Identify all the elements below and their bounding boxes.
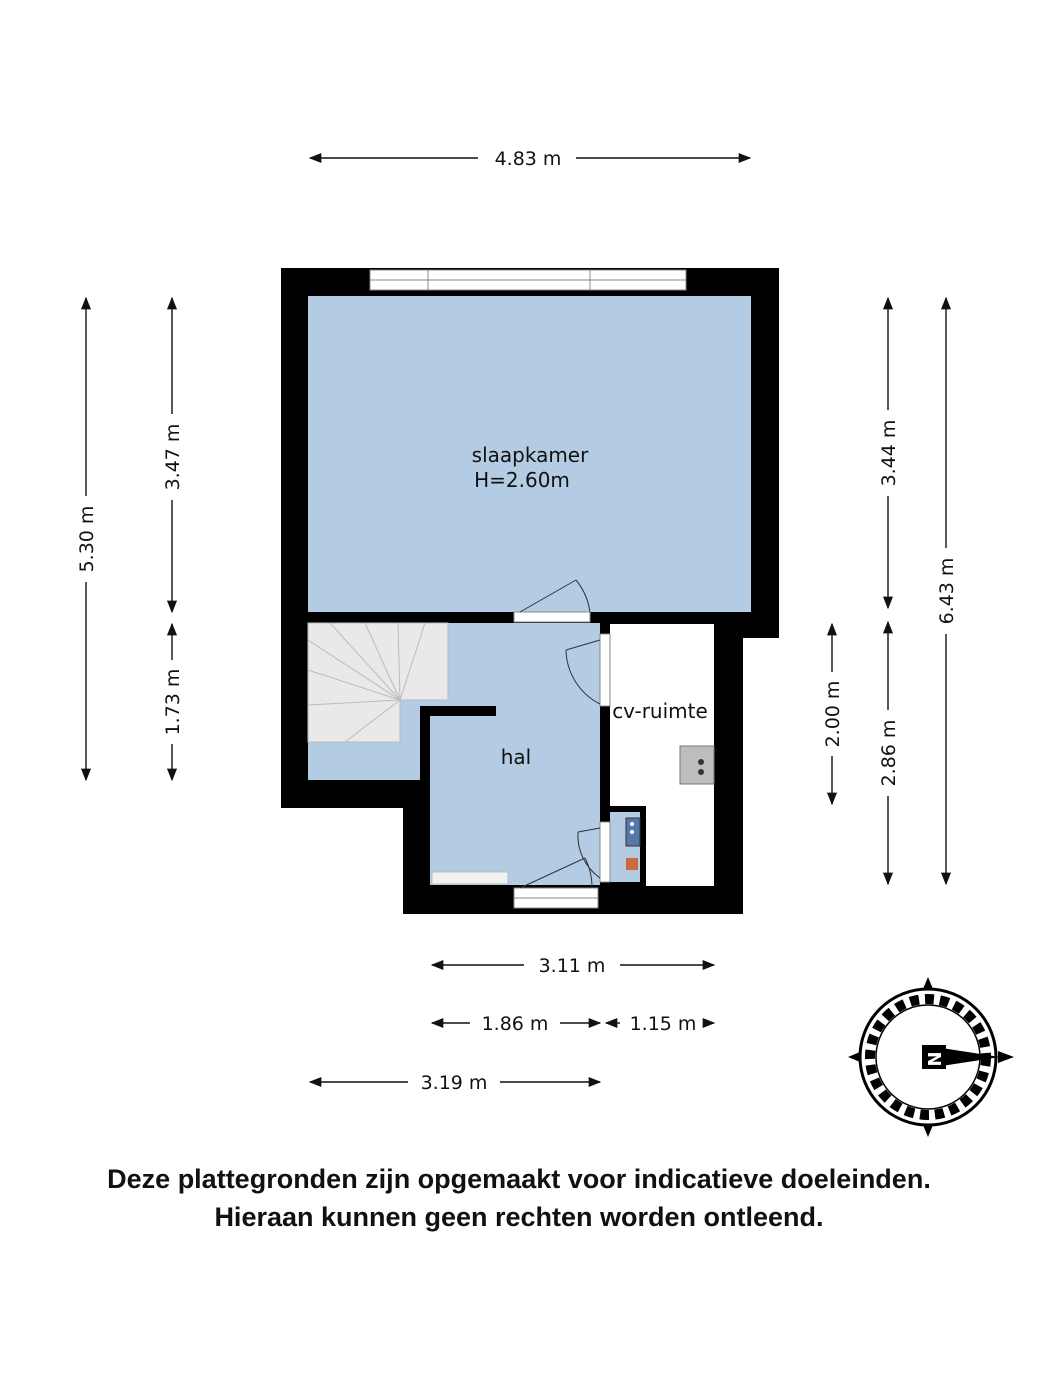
disclaimer-line-2: Hieraan kunnen geen rechten worden ontleend. [214, 1202, 824, 1232]
meter-icon [626, 818, 640, 870]
threshold [432, 872, 508, 884]
wall-stair-side [420, 706, 430, 786]
dim-right-total: 6.43 m [936, 557, 958, 625]
dim-bottom-cv: 1.15 m [629, 1013, 697, 1035]
dim-right-lower: 2.86 m [878, 719, 900, 787]
compass-icon [848, 977, 1014, 1137]
wall-stair-landing [420, 706, 496, 716]
dim-left-outer: 5.30 m [76, 505, 98, 573]
dim-bottom-stairs: 3.19 m [420, 1072, 488, 1094]
dim-bottom-total: 3.11 m [538, 955, 606, 977]
room-label-cv-ruimte: cv-ruimte [612, 699, 708, 723]
boiler-icon [680, 746, 714, 784]
dim-left-upper: 3.47 m [162, 423, 184, 491]
dim-left-lower: 1.73 m [162, 668, 184, 736]
window-top [370, 270, 686, 290]
dim-top-width: 4.83 m [494, 148, 562, 170]
disclaimer-line-1: Deze plattegronden zijn opgemaakt voor indicatieve doeleinden. [107, 1164, 931, 1194]
room-label-slaapkamer: slaapkamer [471, 443, 589, 467]
dim-right-cv: 2.00 m [822, 680, 844, 748]
room-label-hal: hal [500, 745, 532, 769]
dim-bottom-hal: 1.86 m [481, 1013, 549, 1035]
compass-letter: N [923, 1051, 944, 1067]
room-label-slaapkamer-height: H=2.60m [474, 468, 570, 492]
dim-right-upper: 3.44 m [878, 419, 900, 487]
